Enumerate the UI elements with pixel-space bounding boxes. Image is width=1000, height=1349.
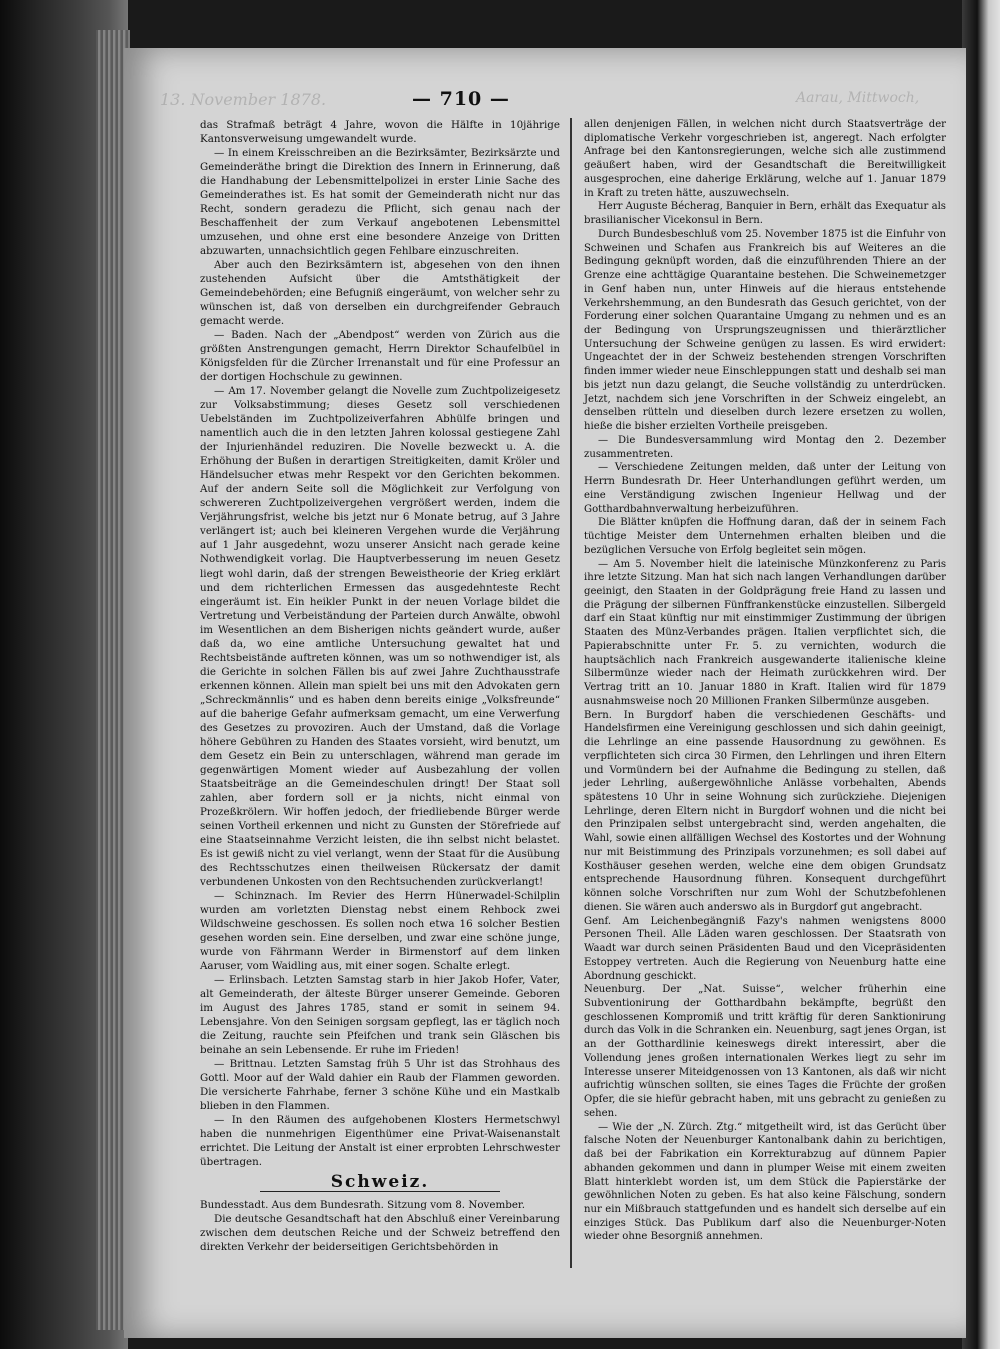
- article-paragraph: Bundesstadt. Aus dem Bundesrath. Sitzung vom 8. November.: [200, 1199, 525, 1212]
- article-paragraph: Genf. Am Leichenbegängniß Fazy's nahmen wenigstens 8000 Personen Theil. Alle Läden waren geschlossen. Der Staatsrath von Waadt war durch seinen Präsidenten Baud und den Vicepräsidenten Estoppey vertreten. Auch die Regierung von Neuenburg hatte eine Abordnung geschickt.: [584, 915, 946, 982]
- article-paragraph: — Schinznach. Im Revier des Herrn Hünerwadel-Schilplin wurden am vorletzten Dienstag nebst einem Rehbock zwei Wildschweine geschossen. Es sollen noch etwa 16 solcher Bestien gesehen worden sein. Eine derselben, und zwar eine schöne junge, wurde von Fährmann Werder in Birmenstorf auf dem linken Aaruser, vom Waidling aus, mit einer sogen. Schalte erlegt.: [200, 889, 560, 972]
- article-paragraph: das Strafmaß beträgt 4 Jahre, wovon die Hälfte in 10jährige Kantonsverweisung umgewandelt wurde.: [200, 119, 560, 146]
- article-paragraph: allen denjenigen Fällen, in welchen nicht durch Staatsverträge der diplomatische Verkehr vorgeschrieben ist, angeregt. Nach erfolgter Anfrage bei den Kantonsregierungen, welche sich alle zustimmend geäußert haben, wird der Gesandtschaft die Bereitwilligkeit ausgesprochen, eine daherige Erklärung, welche auf 1. Januar 1879 in Kraft zu treten hätte, auszuwechseln.: [584, 119, 946, 199]
- page-number: — 710 —: [412, 88, 510, 110]
- article-paragraph: — Die Bundesversammlung wird Montag den 2. Dezember zusammentreten.: [584, 434, 946, 460]
- article-paragraph: Die deutsche Gesandtschaft hat den Abschluß einer Vereinbarung zwischen dem deutschen Reiche und der Schweiz betreffend den direkten Verkehr der beiderseitigen Gerichtsbehörden in: [200, 1213, 560, 1254]
- facing-page-edge: [962, 0, 1000, 1349]
- article-paragraph: — Baden. Nach der „Abendpost“ werden von Zürich aus die größten Anstrengungen gemacht, Herrn Direktor Schaufelbüel in Königsfelden für die Zürcher Irrenanstalt und für eine Professur an der dortigen Hochschule zu gewinnen.: [200, 329, 560, 384]
- column-divider: [570, 118, 572, 1268]
- article-paragraph: Durch Bundesbeschluß vom 25. November 1875 ist die Einfuhr von Schweinen und Schafen aus Frankreich bis auf Weiteres an die Bedingung geknüpft worden, daß die einzuführenden Thiere an der Grenze eine achttägige Quarantaine bestehen. Die Schweinemetzger in Genf haben nun, unter Hinweis auf die hieraus entstehende Verkehrshemmung, an den Bundesrath das Gesuch gerichtet, von der Forderung einer solchen Quarantaine Umgang zu nehmen und es an der Bedingung von Ursprungszeugnissen und thierärztlicher Untersuchung der Schweine genügen zu lassen. Es wird erwidert: Ungeachtet der in der Schweiz bestehenden strengen Vorschriften finden immer wieder neue Einschleppungen statt und deshalb sei man bis jetzt nun dazu gelangt, die Seuche vollständig zu unterdrücken. Jetzt, nachdem sich jene Vorschriften in der Schweiz eingelebt, an denselben rütteln und dieselben durch lezere ersetzen zu wollen, hieße die bisher erzielten Vortheile preisgeben.: [584, 228, 946, 433]
- right-column-articles: [584, 118, 946, 1244]
- article-paragraph: — Verschiedene Zeitungen melden, daß unter der Leitung von Herrn Bundesrath Dr. Heer Unterhandlungen geführt werden, um eine Verständigung zwischen Ingenieur Hellwag und der Gotthardbahnverwaltung herbeizuführen.: [584, 462, 946, 515]
- article-paragraph: Aber auch den Bezirksämtern ist, abgesehen von den ihnen zustehenden Aufsicht über die Amtsthätigkeit der Gemeindebehörden; eine Befugniß eingeräumt, von welcher sehr zu wünschen ist, daß von derselben ein durchgreifender Gebrauch gemacht werde.: [200, 259, 560, 328]
- article-paragraph: — In den Räumen des aufgehobenen Klosters Hermetschwyl haben die nunmehrigen Eigenthümer eine Privat-Waisenanstalt errichtet. Die Leitung der Anstalt ist einer erprobten Lehrschwester übertragen.: [200, 1114, 560, 1169]
- article-paragraph: Bern. In Burgdorf haben die verschiedenen Geschäfts- und Handelsfirmen eine Vereinigung geschlossen und sich dahin geeinigt, die Lehrlinge an eine passende Hausordnung zu gewöhnen. Es verpflichteten sich circa 30 Firmen, den Lehrlingen und ihren Eltern und Vormündern bei der Aufnahme die Bedingung zu stellen, daß jeder Lehrling, außergewöhnliche Anlässe vorbehalten, Abends spätestens 10 Uhr in seine Wohnung sich zurückziehe. Diejenigen Lehrlinge, deren Eltern nicht in Burgdorf wohnen und die nicht bei den Prinzipalen selbst untergebracht sind, werden angehalten, die Wahl, sowie einen allfälligen Wechsel des Kostortes und der Wohnung nur mit Beistimmung des Prinzipals vorzunehmen; es soll dabei auf Kosthäuser gesehen werden, welche eine dem obigen Grundsatz entsprechende Hausordnung führen. Konsequent durchgeführt können solche Vorschriften nur zum Wohl der Schutzbefohlenen dienen. Sie wären auch anderswo als in Burgdorf gut angebracht.: [584, 709, 946, 913]
- right-column: [584, 118, 946, 1244]
- left-column-articles: [200, 118, 560, 1169]
- article-paragraph: Neuenburg. Der „Nat. Suisse“, welcher früherhin eine Subventionirung der Gotthardbahn bekämpfte, begrüßt den geschlossenen Kompromiß und tritt kräftig für deren Sanktionirung durch das Volk in die Schranken ein. Neuenburg, sagt jenes Organ, ist an der Gotthardlinie keineswegs direkt interessirt, aber die Vollendung jenes großen internationalen Werkes liegt zu sehr im Interesse unserer Miteidgenossen von 13 Kantonen, als daß wir nicht aufrichtig wünschen sollten, sie eines Tages die Früchte der großen Opfer, die sie hiefür gebracht haben, mit uns gebracht zu genießen zu sehen.: [584, 984, 946, 1119]
- article-paragraph: — Am 5. November hielt die lateinische Münzkonferenz zu Paris ihre letzte Sitzung. Man hat sich nach langen Verhandlungen darüber geeinigt, den Staaten in der Goldprägung freie Hand zu lassen und die Prägung der silbernen Fünffrankenstücke einzustellen. Silbergeld darf ein Staat künftig nur mit einstimmiger Zustimmung der übrigen Staaten des Münz-Verbandes prägen. Italien verpflichtet sich, die Papierabschnitte unter Fr. 5. zu vernichten, wodurch die hauptsächlich nach Frankreich ausgewanderte italienische kleine Silbermünze wieder nach der Heimath zurückkehren wird. Der Vertrag tritt an 10. Januar 1880 in Kraft. Italien wird für 1879 ausnahmsweise noch 20 Millionen Franken Silbermünze ausgeben.: [584, 558, 946, 707]
- section-heading: Schweiz.: [330, 1172, 430, 1193]
- article-paragraph: — Wie der „N. Zürch. Ztg.“ mitgetheilt wird, ist das Gerücht über falsche Noten der Neuenburger Kantonalbank dahin zu berichtigen, daß bei der Fabrikation ein Korrekturabzug auf dünnem Papier abhanden gekommen und dann in plumper Weise mit einem zweiten Blatt hinterklebt worden ist, um dem Stück die Papierstärke der gewöhnlichen Noten zu geben. Es hat also keine Fälschung, sondern nur ein Mißbrauch stattgefunden und es handelt sich derselbe auf ein einziges Stück. Das Publikum darf also die Neuenburger-Noten wieder ohne Besorgniß annehmen.: [584, 1121, 946, 1243]
- article-paragraph: — Brittnau. Letzten Samstag früh 5 Uhr ist das Strohhaus des Gottl. Moor auf der Wald dahier ein Raub der Flammen geworden. Die versicherte Fahrhabe, ferner 3 schöne Kühe und ein Mastkalb blieben in den Flammen.: [200, 1058, 560, 1113]
- article-paragraph: Die Blätter knüpfen die Hoffnung daran, daß der in seinem Fach tüchtige Meister dem Unternehmen erhalten bleiben und die bezüglichen Versuche von Erfolg begleitet sein mögen.: [584, 517, 946, 556]
- article-paragraph: — Am 17. November gelangt die Novelle zum Zuchtpolizeigesetz zur Volksabstimmung; dieses Gesetz soll verschiedenen Uebelständen im Zuchtpolizeiverfahren Abhülfe bringen und namentlich auch die in den letzten Jahren kolossal gestiegene Zahl der Injurienhändel reduziren. Die Novelle bezweckt u. A. die Erhöhung der Bußen in derartigen Streitigkeiten, damit Kröler und Händelsucher etwas mehr Respekt vor den Gerichten bekommen. Auf der andern Seite soll die Möglichkeit zur Verfolgung von schwereren Zuchtpolizeivergehen vergrößert werden, indem die Verjährungsfrist, welche bis jetzt nur 6 Monate betrug, auf 3 Jahre verlängert ist; auch bei kleineren Vergehen wurde die Verjährung auf 1 Jahr ausgedehnt, wozu unserer Ansicht nach gerade keine Nothwendigkeit vorlag. Die Hauptverbesserung im neuen Gesetz liegt wohl darin, daß der strengen Beweistheorie der Krieg erklärt und dem richterlichen Ermessen das ausgedehnteste Recht eingeräumt ist. Ein heikler Punkt in der neuen Vorlage bildet die Vertretung und Verbeiständung der Parteien durch Anwälte, obwohl im Wesentlichen an dem Bisherigen nichts geändert wurde, außer daß da, wo eine amtliche Untersuchung gewaltet hat und Rechtsbeistände auftreten können, was um so nothwendiger ist, als die Gerichte in solchen Fällen bis auf zwei Jahre Zuchthausstrafe erkennen können. Allein man spielt bei uns mit den Advokaten gern „Schreckmännlis“ und es haben denn bereits einige „Volksfreunde“ auf die baherige Gefahr aufmerksam gemacht, um eine Verwerfung des Gesetzes zu provoziren. Auch der Umstand, daß die Vorlage höhere Gebühren zu Handen des Staates vorsieht, wird benutzt, um dem Gesetz ein Bein zu unterschlagen, während man gerade im gegenwärtigen Moment wieder auf Ausbezahlung der vollen Staatsbeiträge an die Gemeindeschulen dringt! Der Staat soll zahlen, aber fordern soll er ja nichts, nicht einmal von Prozeßkrölern. Wir hoffen jedoch, der friedliebende Bürger werde seinen Vortheil erkennen und nicht zu Gunsten der Störefriede auf eine Staatseinnahme Verzicht leisten, die ihn selbst nicht belastet. Es ist gewiß nicht zu viel verlangt, wenn der Staat für die Ausübung des Rechtsschutzes einen theilweisen Rückersatz der damit verbundenen Unkosten von den Rechtsuchenden zurückverlangt!: [200, 385, 560, 888]
- left-column-schweiz-articles: [200, 1198, 560, 1254]
- article-paragraph: — In einem Kreisschreiben an die Bezirksämter, Bezirksärzte und Gemeinderäthe bringt die Direktion des Innern in Erinnerung, daß die Handhabung der Lebensmittelpolizei in erster Linie Sache des Gemeinderathes ist. Es hat somit der Gemeinderath nicht nur das Recht, sondern geradezu die Pflicht, sich genau nach der Beschaffenheit der zum Verkauf angebotenen Lebensmittel umzusehen, und ohne erst eine besondere Anzeige von Dritten abzuwarten, unnachsichtlich gegen Fehlbare einzuschreiten.: [200, 147, 560, 258]
- bleed-through-place: Aarau, Mittwoch,: [796, 90, 920, 106]
- article-paragraph: — Erlinsbach. Letzten Samstag starb in hier Jakob Hofer, Vater, alt Gemeinderath, der älteste Bürger unserer Gemeinde. Geboren im August des Jahres 1785, stand er somit in seinem 94. Lebensjahre. Von den Seinigen sorgsam gepflegt, las er täglich noch die Zeitung, rauchte sein Pfeifchen und trank sein Gläschen bis beinahe an sein Lebensende. Er ruhe im Frieden!: [200, 973, 560, 1057]
- article-paragraph: Herr Auguste Bécherag, Banquier in Bern, erhält das Exequatur als brasilianischer Vicekonsul in Bern.: [584, 201, 946, 227]
- bleed-through-date: 13. November 1878.: [160, 90, 327, 109]
- left-column: [200, 118, 560, 1254]
